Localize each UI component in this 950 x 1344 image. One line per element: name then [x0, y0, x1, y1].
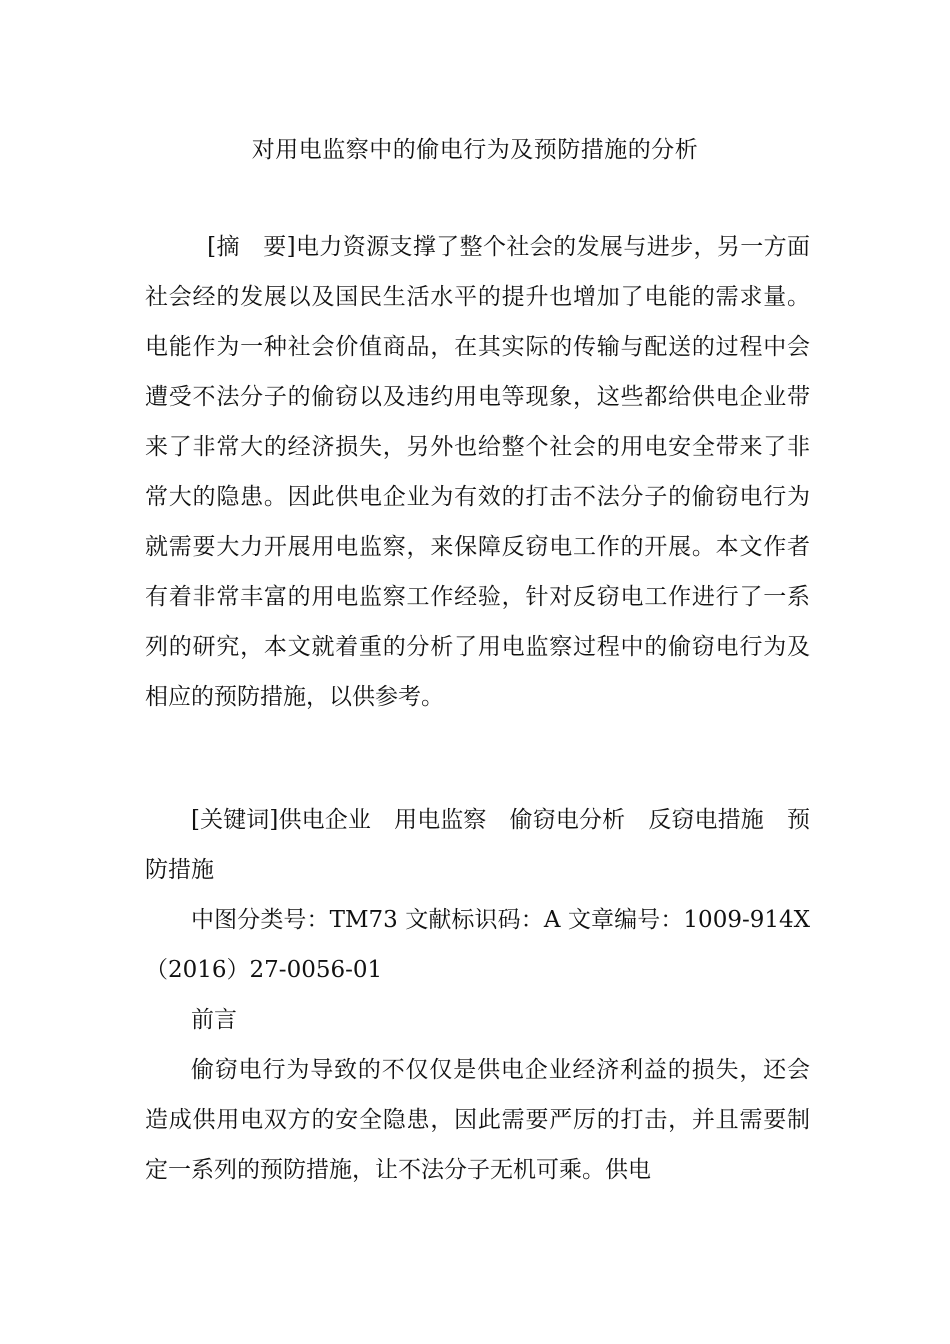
classification-paragraph: 中图分类号：TM73 文献标识码：A 文章编号：1009-914X（2016）27-0056-01 — [145, 907, 810, 983]
intro-paragraph: 偷窃电行为导致的不仅仅是供电企业经济利益的损失，还会造成供用电双方的安全隐患，因此需要严厉的打击，并且需要制定一系列的预防措施，让不法分子无机可乘。供电 — [145, 1057, 810, 1183]
preface-heading: 前言 — [191, 1007, 237, 1033]
document-title: 对用电监察中的偷电行为及预防措施的分析 — [251, 137, 699, 163]
keywords-paragraph: [关键词]供电企业 用电监察 偷窃电分析 反窃电措施 预防措施 — [145, 807, 810, 883]
abstract-paragraph: [摘 要]电力资源支撑了整个社会的发展与进步，另一方面社会经的发展以及国民生活水平的提升也增加了电能的需求量。电能作为一种社会价值商品，在其实际的传输与配送的过程中会遭受不法分子的偷窃以及违约用电等现象，这些都给供电企业带来了非常大的经济损失，另外也给整个社会的用电安全带来了非常大的隐患。因此供电企业为有效的打击不法分子的偷窃电行为就需要大力开展用电监察，来保障反窃电工作的开展。本文作者有着非常丰富的用电监察工作经验，针对反窃电工作进行了一系列的研究，本文就着重的分析了用电监察过程中的偷窃电行为及相应的预防措施，以供参考。 — [145, 234, 810, 710]
